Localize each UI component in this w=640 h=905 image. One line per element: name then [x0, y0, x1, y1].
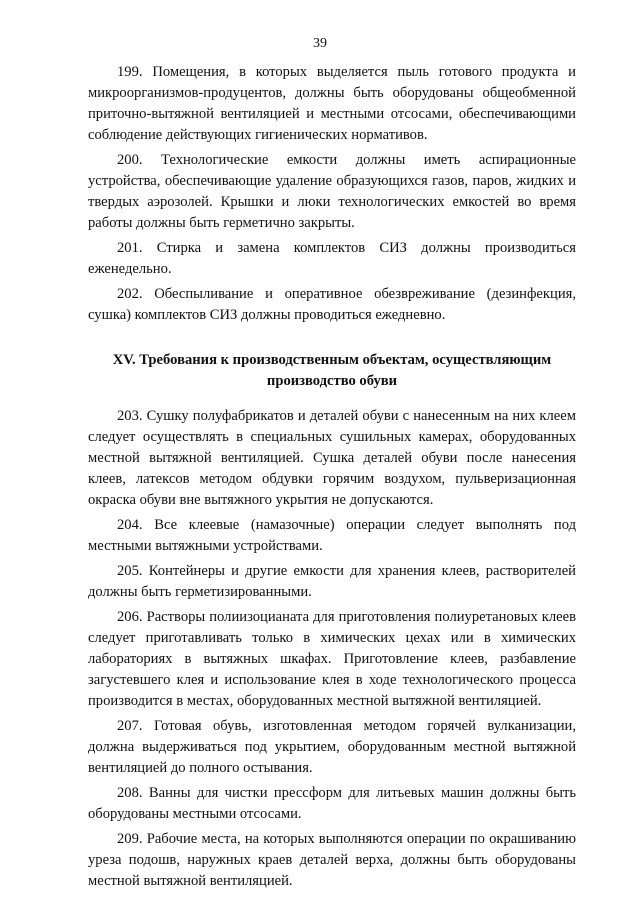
section-heading: XV. Требования к производственным объектам, осуществляющим производство обуви — [112, 352, 552, 389]
paragraph-205: 205. Контейнеры и другие емкости для хранения клеев, растворителей должны быть герметизированными. — [88, 563, 576, 600]
document-body — [88, 62, 576, 896]
paragraph-203: 203. Сушку полуфабрикатов и деталей обуви с нанесенным на них клеем следует осуществлять в специальных сушильных камерах, оборудованных местной вытяжной вентиляцией. Сушка деталей обуви после нанесения клеев, латексов методом обдувки горячим воздухом, пульверизационная окраска обуви вне вытяжного укрытия не допускаются. — [88, 408, 576, 508]
paragraph-199: 199. Помещения, в которых выделяется пыль готового продукта и микроорганизмов-продуцентов, должны быть оборудованы общеобменной приточно-вытяжной вентиляцией и местными отсосами, обеспечивающими соблюдение действующих гигиенических нормативов. — [88, 64, 576, 143]
paragraph-208: 208. Ванны для чистки прессформ для литьевых машин должны быть оборудованы местными отсосами. — [88, 785, 576, 822]
paragraph-209: 209. Рабочие места, на которых выполняются операции по окрашиванию уреза подошв, наружных краев деталей верха, должны быть оборудованы местной вытяжной вентиляцией. — [88, 831, 576, 889]
paragraph-200: 200. Технологические емкости должны иметь аспирационные устройства, обеспечивающие удаление образующихся газов, паров, жидких и твердых аэрозолей. Крышки и люки технологических емкостей во время работы должны быть герметично закрыты. — [88, 152, 576, 231]
paragraph-201: 201. Стирка и замена комплектов СИЗ должны производиться еженедельно. — [88, 240, 576, 277]
paragraph-204: 204. Все клеевые (намазочные) операции следует выполнять под местными вытяжными устройствами. — [88, 517, 576, 554]
page-number: 39 — [313, 36, 327, 51]
paragraph-206: 206. Растворы полиизоцианата для приготовления полиуретановых клеев следует приготавливать только в химических цехах или в химических лабораториях в вытяжных шкафах. Приготовление клеев, разбавление загустевшего клея и использование клея в ходе технологического процесса производится в местах, оборудованных местной вытяжной вентиляцией. — [88, 609, 576, 709]
paragraph-207: 207. Готовая обувь, изготовленная методом горячей вулканизации, должна выдерживаться под укрытием, оборудованным местной вытяжной вентиляцией до полного остывания. — [88, 718, 576, 776]
paragraph-202: 202. Обеспыливание и оперативное обезвреживание (дезинфекция, сушка) комплектов СИЗ должны проводиться ежедневно. — [88, 286, 576, 323]
